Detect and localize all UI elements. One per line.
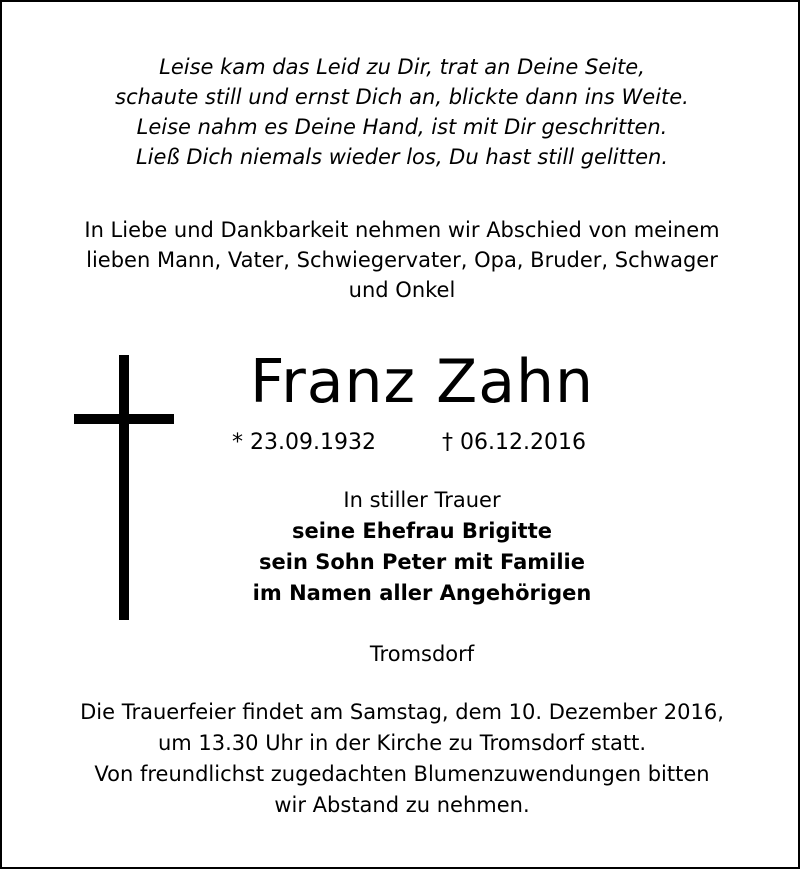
mourners [152, 485, 692, 609]
farewell-intro [2, 215, 800, 305]
intro-line: In Liebe und Dankbarkeit nehmen wir Abschied von meinem [84, 218, 720, 242]
service-info [2, 697, 800, 821]
place-name: Tromsdorf [369, 642, 475, 666]
mourner-line: im Namen aller Angehörigen [252, 581, 592, 605]
service-line: wir Abstand zu nehmen. [274, 793, 530, 817]
death-date: † 06.12.2016 [442, 430, 586, 455]
intro-line: und Onkel [348, 278, 456, 302]
poem-line: Leise kam das Leid zu Dir, trat an Deine Seite, [159, 55, 645, 79]
deceased-name: Franz Zahn [249, 347, 595, 417]
poem-line: Leise nahm es Deine Hand, ist mit Dir geschritten. [136, 115, 668, 139]
cross-horizontal-bar [74, 414, 174, 424]
mourner-line: seine Ehefrau Brigitte [291, 519, 553, 543]
birth-date: * 23.09.1932 [232, 430, 376, 455]
cross-vertical-bar [119, 355, 129, 620]
mourners-heading: In stiller Trauer [343, 488, 501, 512]
service-line: Die Trauerfeier findet am Samstag, dem 10. Dezember 2016, [80, 700, 724, 724]
poem-line: schaute still und ernst Dich an, blickte dann ins Weite. [115, 85, 689, 109]
life-dates [2, 427, 800, 459]
intro-line: lieben Mann, Vater, Schwiegervater, Opa, Bruder, Schwager [86, 248, 718, 272]
service-line: Von freundlichst zugedachten Blumenzuwendungen bitten [94, 762, 710, 786]
poem [2, 52, 800, 172]
service-line: um 13.30 Uhr in der Kirche zu Tromsdorf statt. [157, 731, 647, 755]
poem-line: Ließ Dich niemals wieder los, Du hast still gelitten. [135, 145, 669, 169]
mourner-line: sein Sohn Peter mit Familie [259, 550, 585, 574]
